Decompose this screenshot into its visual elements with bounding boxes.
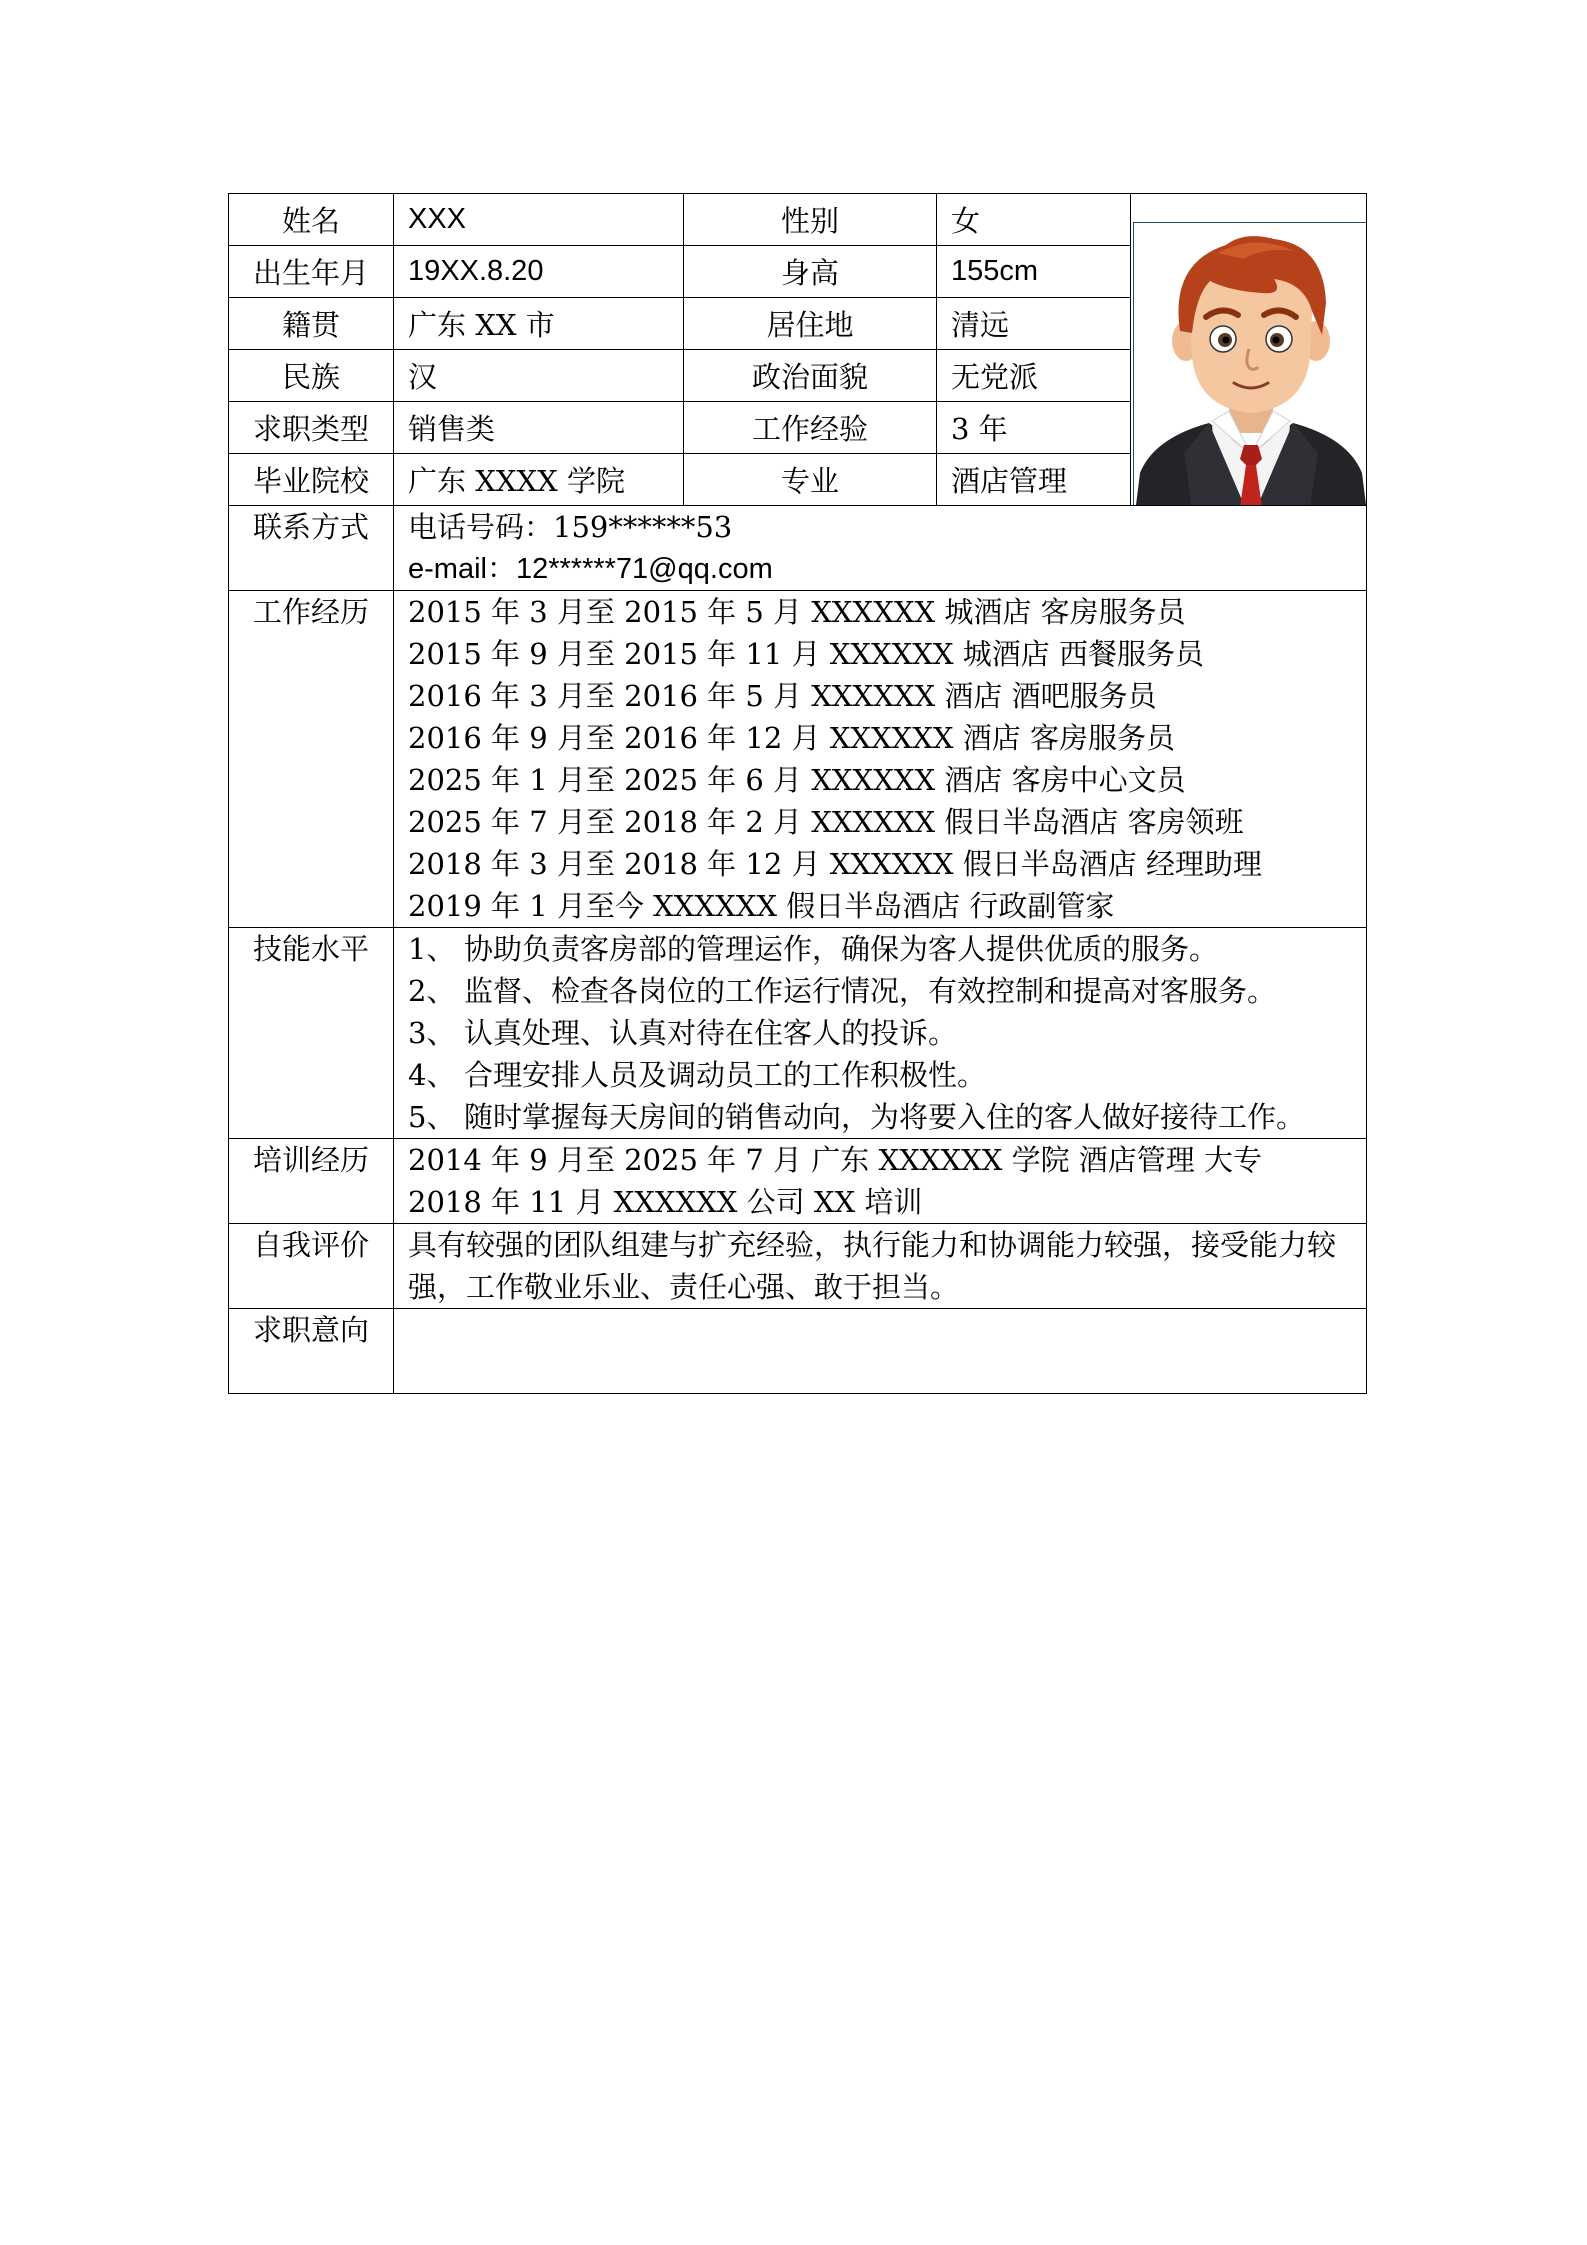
ethnicity-label: 民族: [229, 350, 394, 402]
self-eval-text: 具有较强的团队组建与扩充经验，执行能力和协调能力较强，接受能力较强，工作敬业乐业、责任心强、敢于担当。: [394, 1224, 1367, 1309]
skill-item: [408, 1096, 1352, 1138]
work-line: 2018 年 3 月至 2018 年 12 月 XXXXXX 假日半岛酒店 经理助理: [408, 847, 1263, 881]
contact-email: e-mail：12******71@qq.com: [408, 553, 773, 585]
skill-item: [408, 1054, 1352, 1096]
skill-text: 合理安排人员及调动员工的工作积极性。: [464, 1058, 987, 1092]
work-line: 2025 年 1 月至 2025 年 6 月 XXXXXX 酒店 客房中心文员: [408, 763, 1186, 797]
training-label: 培训经历: [229, 1139, 394, 1224]
work-label: 工作经历: [229, 591, 394, 928]
skill-number: 5、: [408, 1100, 456, 1134]
work-content: [394, 591, 1367, 928]
row-self-eval: [229, 1224, 1367, 1309]
skills-content: [394, 928, 1367, 1139]
skill-text: 协助负责客房部的管理运作，确保为客人提供优质的服务。: [464, 932, 1219, 966]
residence-value: 清远: [937, 298, 1131, 350]
gender-value: 女: [937, 194, 1131, 246]
name-label: 姓名: [229, 194, 394, 246]
training-content: [394, 1139, 1367, 1224]
skill-number: 2、: [408, 974, 456, 1008]
birth-value: 19XX.8.20: [394, 246, 684, 298]
contact-phone: 电话号码：159******53: [408, 510, 733, 544]
intention-label: 求职意向: [229, 1309, 394, 1394]
skills-label: 技能水平: [229, 928, 394, 1139]
experience-label: 工作经验: [684, 402, 937, 454]
height-value: 155cm: [937, 246, 1131, 298]
work-line: 2025 年 7 月至 2018 年 2 月 XXXXXX 假日半岛酒店 客房领班: [408, 805, 1244, 839]
experience-value: 3 年: [937, 402, 1131, 454]
row-name: [229, 194, 1367, 246]
political-label: 政治面貌: [684, 350, 937, 402]
skill-item: [408, 1012, 1352, 1054]
gender-label: 性别: [684, 194, 937, 246]
intention-content: [394, 1309, 1367, 1394]
photo: [1133, 222, 1367, 506]
row-contact: [229, 506, 1367, 591]
skill-text: 监督、检查各岗位的工作运行情况，有效控制和提高对客服务。: [464, 974, 1277, 1008]
skill-text: 随时掌握每天房间的销售动向，为将要入住的客人做好接待工作。: [464, 1100, 1306, 1134]
cartoon-man-avatar-icon: [1134, 223, 1367, 506]
contact-label: 联系方式: [229, 506, 394, 591]
ethnicity-value: 汉: [394, 350, 684, 402]
origin-value: 广东 XX 市: [394, 298, 684, 350]
photo-cell: [1131, 194, 1367, 506]
major-value: 酒店管理: [937, 454, 1131, 506]
major-label: 专业: [684, 454, 937, 506]
skill-number: 4、: [408, 1058, 456, 1092]
row-intention: [229, 1309, 1367, 1394]
school-label: 毕业院校: [229, 454, 394, 506]
birth-label: 出生年月: [229, 246, 394, 298]
residence-label: 居住地: [684, 298, 937, 350]
skill-text: 认真处理、认真对待在住客人的投诉。: [464, 1016, 958, 1050]
row-training: [229, 1139, 1367, 1224]
work-line: 2015 年 9 月至 2015 年 11 月 XXXXXX 城酒店 西餐服务员: [408, 637, 1205, 671]
work-line: 2016 年 9 月至 2016 年 12 月 XXXXXX 酒店 客房服务员: [408, 721, 1176, 755]
job-type-label: 求职类型: [229, 402, 394, 454]
job-type-value: 销售类: [394, 402, 684, 454]
skill-number: 3、: [408, 1016, 456, 1050]
resume-table: [228, 193, 1367, 1394]
skill-number: 1、: [408, 932, 456, 966]
political-value: 无党派: [937, 350, 1131, 402]
height-label: 身高: [684, 246, 937, 298]
work-line: 2015 年 3 月至 2015 年 5 月 XXXXXX 城酒店 客房服务员: [408, 595, 1186, 629]
work-line: 2019 年 1 月至今 XXXXXX 假日半岛酒店 行政副管家: [408, 889, 1115, 923]
training-line: 2018 年 11 月 XXXXXX 公司 XX 培训: [408, 1185, 923, 1219]
name-value: XXX: [394, 194, 684, 246]
row-skills: [229, 928, 1367, 1139]
row-work: [229, 591, 1367, 928]
contact-content: [394, 506, 1367, 591]
self-eval-label: 自我评价: [229, 1224, 394, 1309]
work-line: 2016 年 3 月至 2016 年 5 月 XXXXXX 酒店 酒吧服务员: [408, 679, 1157, 713]
origin-label: 籍贯: [229, 298, 394, 350]
skill-item: [408, 928, 1352, 970]
skill-item: [408, 970, 1352, 1012]
training-line: 2014 年 9 月至 2025 年 7 月 广东 XXXXXX 学院 酒店管理 大专: [408, 1143, 1262, 1177]
school-value: 广东 XXXX 学院: [394, 454, 684, 506]
